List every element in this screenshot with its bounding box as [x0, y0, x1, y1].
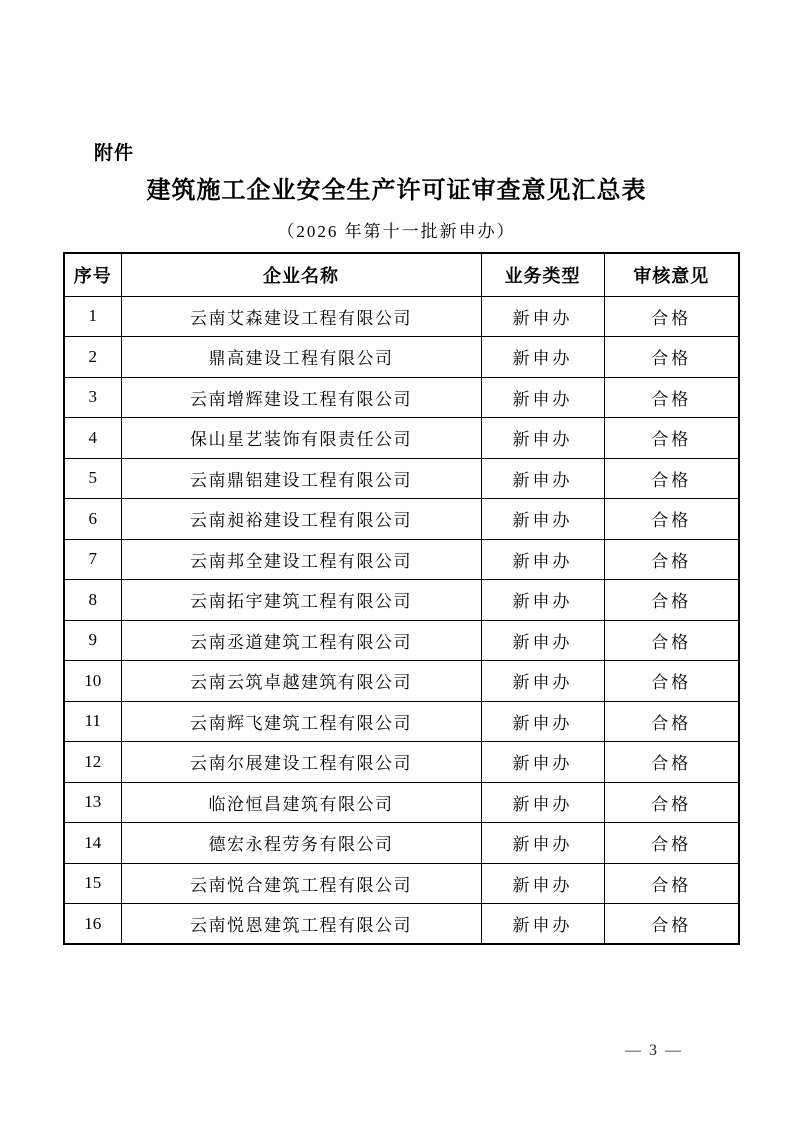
company-name-cell: 保山星艺装饰有限责任公司 [121, 418, 481, 459]
table-row [64, 904, 739, 945]
table-row [64, 377, 739, 418]
review-opinion-cell: 合格 [604, 620, 739, 661]
business-type-cell: 新申办 [481, 418, 604, 459]
row-number-cell: 11 [64, 701, 121, 742]
row-number-cell: 1 [64, 296, 121, 337]
row-number-cell: 15 [64, 863, 121, 904]
table-row [64, 823, 739, 864]
table-row [64, 701, 739, 742]
row-number-cell: 9 [64, 620, 121, 661]
page-title: 建筑施工企业安全生产许可证审查意见汇总表 [146, 178, 647, 204]
table-header-row [64, 253, 739, 296]
row-number-cell: 2 [64, 337, 121, 378]
row-number-cell: 10 [64, 661, 121, 702]
business-type-cell: 新申办 [481, 499, 604, 540]
table-row [64, 742, 739, 783]
business-type-cell: 新申办 [481, 337, 604, 378]
business-type-cell: 新申办 [481, 539, 604, 580]
table-row [64, 337, 739, 378]
page-subtitle: （2026 年第十一批新申办） [277, 222, 516, 241]
company-name-cell: 德宏永程劳务有限公司 [121, 823, 481, 864]
review-opinion-cell: 合格 [604, 296, 739, 337]
table-row [64, 620, 739, 661]
company-name-cell: 云南昶裕建设工程有限公司 [121, 499, 481, 540]
row-number-cell: 5 [64, 458, 121, 499]
row-number-cell: 6 [64, 499, 121, 540]
review-opinion-cell: 合格 [604, 863, 739, 904]
business-type-cell: 新申办 [481, 661, 604, 702]
business-type-cell: 新申办 [481, 701, 604, 742]
row-number-cell: 3 [64, 377, 121, 418]
company-name-cell: 云南悦合建筑工程有限公司 [121, 863, 481, 904]
column-header-company: 企业名称 [121, 253, 481, 296]
row-number-cell: 4 [64, 418, 121, 459]
business-type-cell: 新申办 [481, 580, 604, 621]
business-type-cell: 新申办 [481, 904, 604, 945]
column-header-no: 序号 [64, 253, 121, 296]
review-opinion-cell: 合格 [604, 458, 739, 499]
table-row [64, 782, 739, 823]
business-type-cell: 新申办 [481, 782, 604, 823]
review-opinion-cell: 合格 [604, 742, 739, 783]
table-header [64, 253, 739, 296]
review-opinion-cell: 合格 [604, 904, 739, 945]
business-type-cell: 新申办 [481, 296, 604, 337]
company-name-cell: 云南尔展建设工程有限公司 [121, 742, 481, 783]
attachment-label: 附件 [94, 143, 135, 164]
review-table [63, 252, 740, 945]
review-opinion-cell: 合格 [604, 823, 739, 864]
review-opinion-cell: 合格 [604, 337, 739, 378]
table-row [64, 418, 739, 459]
review-opinion-cell: 合格 [604, 539, 739, 580]
business-type-cell: 新申办 [481, 863, 604, 904]
row-number-cell: 14 [64, 823, 121, 864]
business-type-cell: 新申办 [481, 458, 604, 499]
review-opinion-cell: 合格 [604, 580, 739, 621]
page-number: — 3 — [625, 1042, 683, 1059]
company-name-cell: 云南辉飞建筑工程有限公司 [121, 701, 481, 742]
company-name-cell: 云南悦恩建筑工程有限公司 [121, 904, 481, 945]
row-number-cell: 12 [64, 742, 121, 783]
business-type-cell: 新申办 [481, 742, 604, 783]
table-body [64, 296, 739, 944]
row-number-cell: 8 [64, 580, 121, 621]
company-name-cell: 云南邦全建设工程有限公司 [121, 539, 481, 580]
company-name-cell: 云南鼎铝建设工程有限公司 [121, 458, 481, 499]
column-header-opinion: 审核意见 [604, 253, 739, 296]
review-opinion-cell: 合格 [604, 782, 739, 823]
company-name-cell: 临沧恒昌建筑有限公司 [121, 782, 481, 823]
company-name-cell: 鼎高建设工程有限公司 [121, 337, 481, 378]
company-name-cell: 云南丞道建筑工程有限公司 [121, 620, 481, 661]
table-row [64, 458, 739, 499]
row-number-cell: 7 [64, 539, 121, 580]
company-name-cell: 云南增辉建设工程有限公司 [121, 377, 481, 418]
table-row [64, 539, 739, 580]
table-row [64, 499, 739, 540]
company-name-cell: 云南云筑卓越建筑有限公司 [121, 661, 481, 702]
review-opinion-cell: 合格 [604, 661, 739, 702]
review-opinion-cell: 合格 [604, 418, 739, 459]
table-row [64, 580, 739, 621]
review-opinion-cell: 合格 [604, 701, 739, 742]
row-number-cell: 13 [64, 782, 121, 823]
column-header-type: 业务类型 [481, 253, 604, 296]
review-opinion-cell: 合格 [604, 377, 739, 418]
review-opinion-cell: 合格 [604, 499, 739, 540]
company-name-cell: 云南艾森建设工程有限公司 [121, 296, 481, 337]
row-number-cell: 16 [64, 904, 121, 945]
business-type-cell: 新申办 [481, 823, 604, 864]
table-row [64, 863, 739, 904]
company-name-cell: 云南拓宇建筑工程有限公司 [121, 580, 481, 621]
business-type-cell: 新申办 [481, 377, 604, 418]
business-type-cell: 新申办 [481, 620, 604, 661]
table-row [64, 661, 739, 702]
table-row [64, 296, 739, 337]
